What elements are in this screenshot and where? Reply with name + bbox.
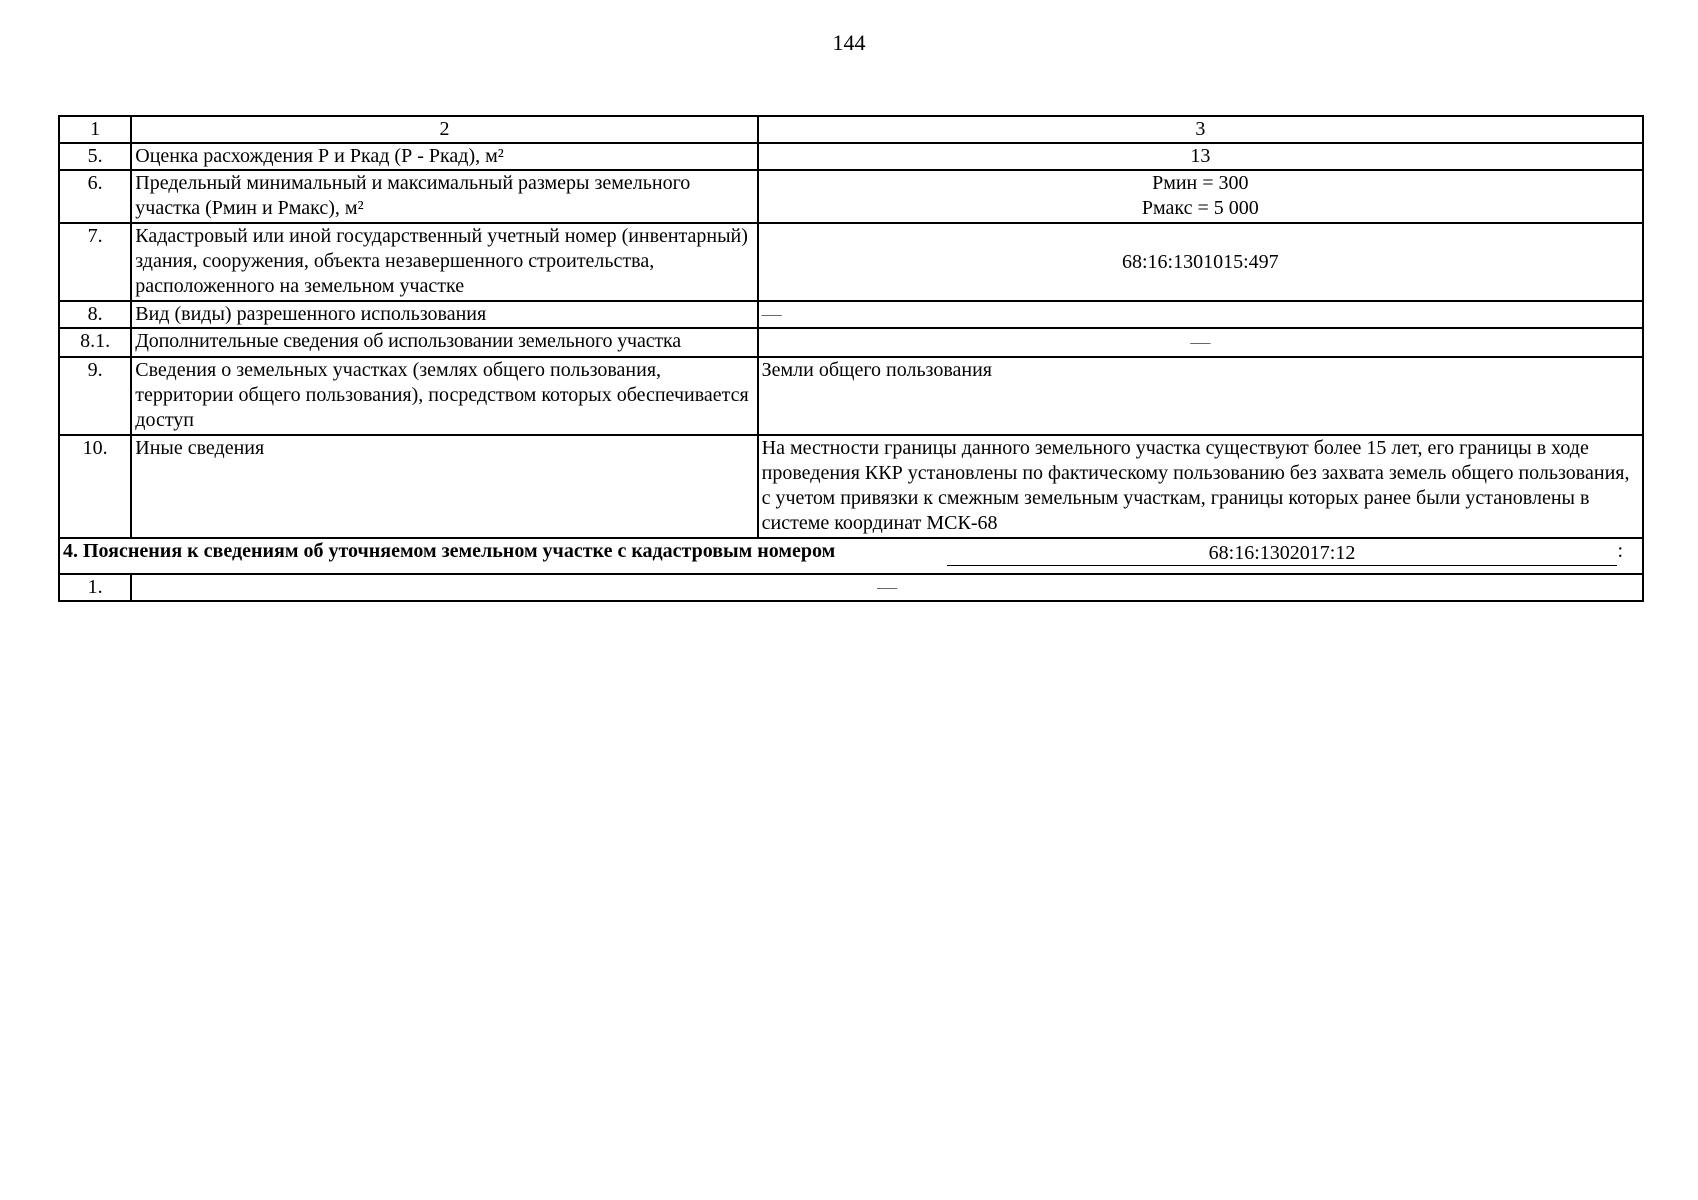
row-label: Сведения о земельных участках (землях общего пользования, территории общего пользования), посредством которых обеспечивается доступ bbox=[131, 357, 757, 435]
row-number: 9. bbox=[59, 357, 131, 435]
row-number: 8. bbox=[59, 301, 131, 328]
table-header-row bbox=[59, 116, 1643, 143]
row-label: Вид (виды) разрешенного использования bbox=[131, 301, 757, 328]
row-number: 10. bbox=[59, 435, 131, 538]
table-row bbox=[59, 170, 1643, 223]
row-value: 68:16:1301015:497 bbox=[758, 223, 1643, 301]
table-row bbox=[59, 328, 1643, 357]
table-row bbox=[59, 143, 1643, 170]
header-cell-2: 2 bbox=[131, 116, 757, 143]
row-value: — bbox=[758, 301, 1643, 328]
row-value: Земли общего пользования bbox=[758, 357, 1643, 435]
row-number: 6. bbox=[59, 170, 131, 223]
table-row bbox=[59, 574, 1643, 601]
row-label: Иные сведения bbox=[131, 435, 757, 538]
row-number: 5. bbox=[59, 143, 131, 170]
row-value bbox=[758, 170, 1643, 223]
row-label: Оценка расхождения Р и Ркад (Р - Ркад), м² bbox=[131, 143, 757, 170]
section-header-row bbox=[59, 538, 1643, 574]
cadastral-info-table bbox=[58, 115, 1644, 602]
row-number: 7. bbox=[59, 223, 131, 301]
table-row bbox=[59, 301, 1643, 328]
row-value: — bbox=[131, 574, 1643, 601]
section-header-cell bbox=[59, 538, 1643, 574]
header-cell-3: 3 bbox=[758, 116, 1643, 143]
table-row bbox=[59, 223, 1643, 301]
row-value-line: Рмакс = 5 000 bbox=[1141, 197, 1259, 219]
page-number: 144 bbox=[832, 30, 866, 55]
row-value: На местности границы данного земельного участка существуют более 15 лет, его границы в ходе проведения ККР установлены по фактическому пользованию без захвата земель общего пользования, с учетом привязки к смежным земельным участкам, границы которых ранее были установлены в системе координат МСК-68 bbox=[758, 435, 1643, 538]
row-number: 8.1. bbox=[59, 328, 131, 357]
row-label: Предельный минимальный и максимальный размеры земельного участка (Рмин и Рмакс), м² bbox=[131, 170, 757, 223]
header-cell-1: 1 bbox=[59, 116, 131, 143]
row-value: 13 bbox=[758, 143, 1643, 170]
row-label: Кадастровый или иной государственный учетный номер (инвентарный) здания, сооружения, объекта незавершенного строительства, расположенного на земельном участке bbox=[131, 223, 757, 301]
row-label: Дополнительные сведения об использовании земельного участка bbox=[131, 328, 757, 357]
row-value-line: Рмин = 300 bbox=[1152, 172, 1249, 194]
row-value: — bbox=[758, 328, 1643, 357]
section-colon: : bbox=[1617, 540, 1623, 562]
section-title: 4. Пояснения к сведениям об уточняемом земельном участке с кадастровым номером bbox=[63, 540, 836, 562]
table-row bbox=[59, 435, 1643, 538]
row-number: 1. bbox=[59, 574, 131, 601]
table-row bbox=[59, 357, 1643, 435]
section-cadastral-number: 68:16:1302017:12 bbox=[947, 541, 1617, 566]
